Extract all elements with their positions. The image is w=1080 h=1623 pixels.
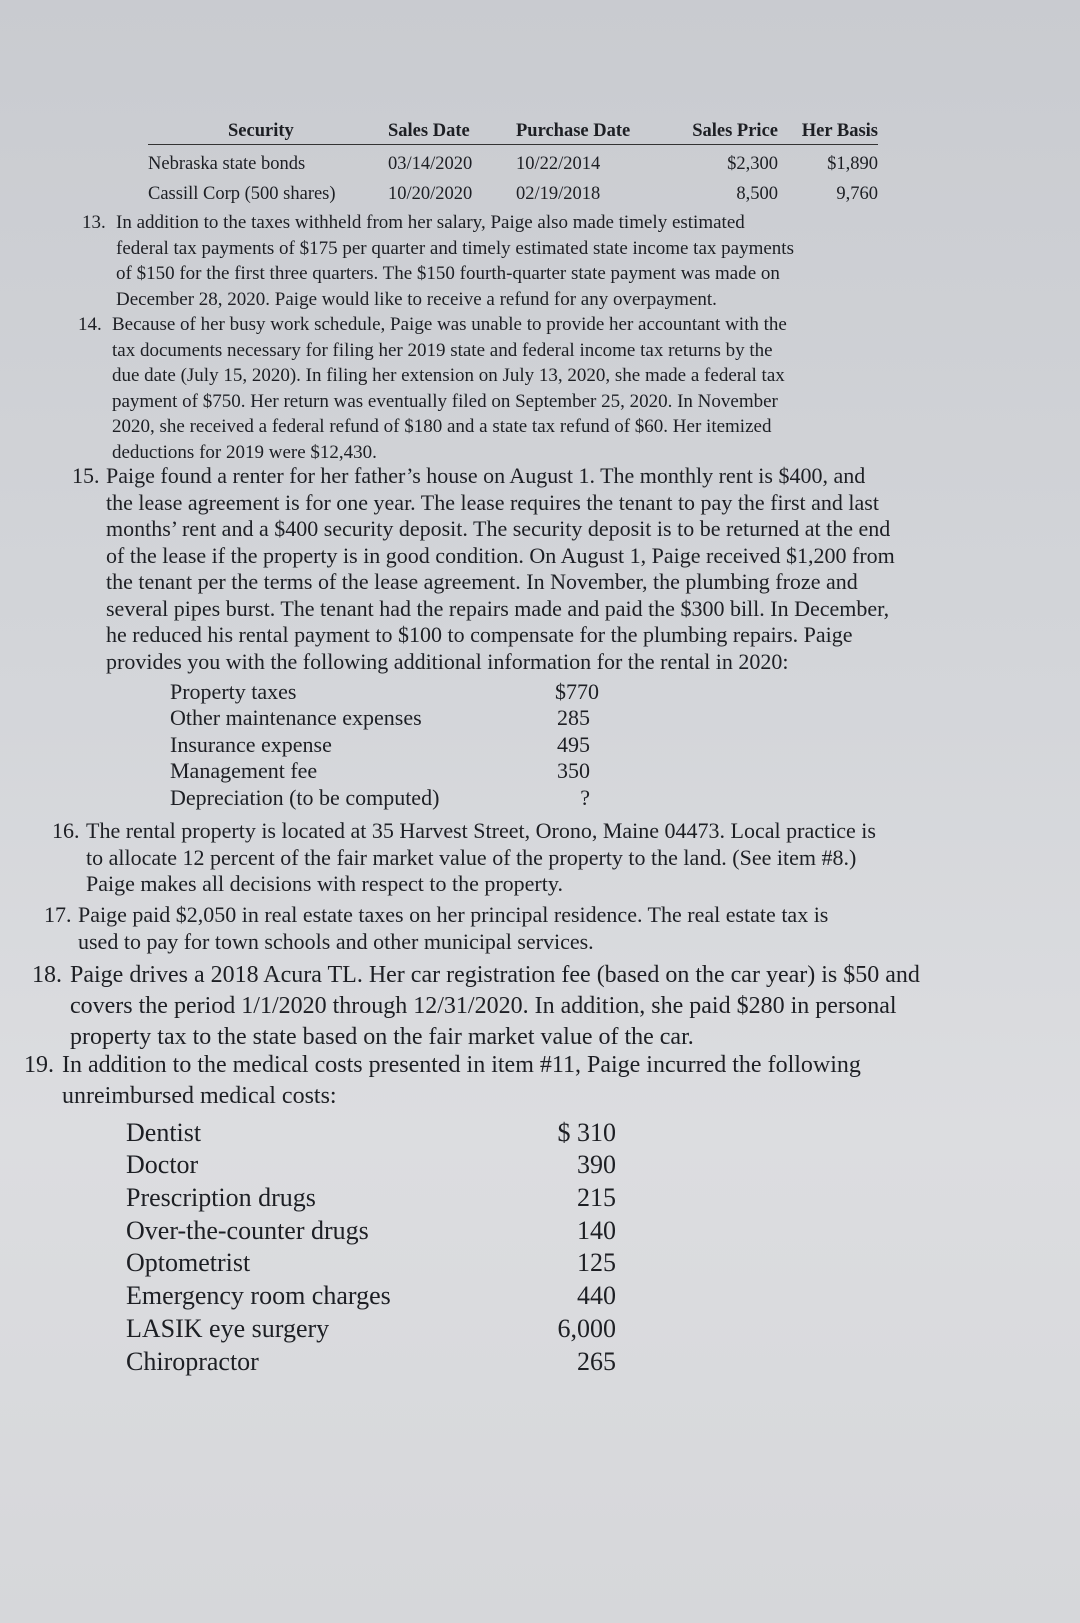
item-line: he reduced his rental payment to $100 to compensate for the plumbing repairs. Paige [106,622,853,647]
item-number: 17. [44,902,72,927]
item-line: to allocate 12 percent of the fair market value of the property to the land. (See item #8.) [86,844,857,870]
medical-cost-label: Prescription drugs [126,1183,316,1213]
item-line: provides you with the following additional information for the rental in 2020: [106,648,789,674]
item-line: unreimbursed medical costs: [62,1083,337,1109]
list-item [170,678,599,705]
item-line: the lease agreement is for one year. The lease requires the tenant to pay the first and last [106,489,879,515]
item-line: 2020, she received a federal refund of $180 and a state tax refund of $60. Her itemized [112,416,772,437]
expense-amount: 495 [557,731,590,757]
header-purchase-date: Purchase Date [516,121,631,141]
item-line: the tenant per the terms of the lease agreement. In November, the plumbing froze and [106,569,858,594]
item-18 [32,960,1070,1053]
item-number: 16. [52,818,80,843]
item-line: In addition to the medical costs presented in item #11, Paige incurred the following [62,1052,861,1078]
item-line: months’ rent and a $400 security deposit. The security deposit is to be returned at the end [106,516,891,541]
expense-label: Management fee [170,758,318,783]
item-line: of $150 for the first three quarters. The $150 fourth-quarter state payment was made on [116,263,780,284]
securities-table [148,112,878,205]
table-cell: 03/14/2020 [388,154,473,174]
header-sales-price: Sales Price [692,121,778,141]
medical-cost-label: LASIK eye surgery [126,1313,330,1343]
item-number: 15. [72,463,100,488]
expense-amount: ? [580,784,590,810]
table-cell: $2,300 [727,154,778,174]
table-cell: 8,500 [736,184,778,204]
expense-label: Depreciation (to be computed) [170,784,440,810]
list-item [170,731,590,758]
medical-cost-amount: 215 [577,1183,616,1213]
item-line: Because of her busy work schedule, Paige was unable to provide her accountant with the [112,314,787,335]
item-line: used to pay for town schools and other municipal services. [78,928,594,954]
medical-cost-label: Chiropractor [126,1346,259,1376]
expense-label: Insurance expense [170,731,332,757]
medical-cost-amount: 265 [577,1346,616,1376]
item-15 [72,463,1006,675]
expense-label: Other maintenance expenses [170,705,422,730]
item-line: federal tax payments of $175 per quarter and timely estimated state income tax payments [116,237,794,259]
table-row [148,175,878,205]
item-19 [24,1050,1062,1112]
expense-amount: 285 [557,705,590,730]
item-number: 19. [24,1052,54,1078]
item-line: deductions for 2019 were $12,430. [112,441,377,463]
header-her-basis: Her Basis [801,121,878,141]
expense-amount: 350 [557,758,590,783]
item-line: The rental property is located at 35 Harvest Street, Orono, Maine 04473. Local practice is [86,818,876,843]
item-line: Paige found a renter for her father’s house on August 1. The monthly rent is $400, and [106,463,866,488]
item-14 [78,312,982,465]
list-item [126,1148,616,1181]
item-line: due date (July 15, 2020). In filing her extension on July 13, 2020, she made a federal tax [112,365,785,386]
header-sales-date: Sales Date [388,121,470,141]
list-item [126,1344,616,1377]
list-item [126,1311,616,1344]
list-item [170,705,590,732]
item-16 [52,818,1026,898]
table-cell: 9,760 [836,184,878,204]
item-line: several pipes burst. The tenant had the repairs made and paid the $300 bill. In December, [106,595,890,621]
medical-cost-amount: 390 [577,1150,616,1180]
header-security: Security [228,121,294,141]
rental-expenses-list [170,678,599,811]
list-item [126,1278,616,1311]
item-line: In addition to the taxes withheld from her salary, Paige also made timely estimated [116,212,745,233]
item-line: December 28, 2020. Paige would like to receive a refund for any overpayment. [116,288,717,310]
item-number: 14. [78,314,102,335]
list-item [170,758,590,785]
medical-cost-label: Over-the-counter drugs [126,1215,369,1245]
expense-amount: $770 [555,678,599,704]
item-13 [82,210,976,312]
list-item [126,1213,616,1246]
list-item [126,1246,616,1279]
medical-cost-amount: $ 310 [557,1117,616,1147]
table-cell: Nebraska state bonds [148,154,306,174]
list-item [170,784,590,811]
medical-cost-amount: 440 [577,1281,616,1311]
item-line: Paige drives a 2018 Acura TL. Her car registration fee (based on the car year) is $50 and [70,962,920,988]
medical-costs-list [126,1115,616,1377]
list-item [126,1180,616,1213]
expense-label: Property taxes [170,678,297,704]
item-line: covers the period 1/1/2020 through 12/31/2020. In addition, she paid $280 in personal [70,993,897,1019]
securities-table-header [148,112,878,145]
table-row [148,145,878,175]
medical-cost-amount: 6,000 [557,1313,616,1343]
item-17 [44,902,1018,955]
list-item [126,1115,616,1148]
table-cell: $1,890 [827,154,878,174]
item-number: 13. [82,212,106,233]
item-number: 18. [32,962,62,988]
item-line: property tax to the state based on the fair market value of the car. [70,1024,694,1050]
medical-cost-label: Dentist [126,1117,202,1147]
table-cell: 02/19/2018 [516,184,601,204]
table-cell: Cassill Corp (500 shares) [148,184,336,204]
item-line: tax documents necessary for filing her 2019 state and federal income tax returns by the [112,339,773,361]
table-cell: 10/22/2014 [516,154,601,174]
item-line: Paige paid $2,050 in real estate taxes on her principal residence. The real estate tax is [78,902,829,927]
medical-cost-amount: 125 [577,1248,616,1278]
item-line: Paige makes all decisions with respect to the property. [86,871,563,896]
item-line: of the lease if the property is in good condition. On August 1, Paige received $1,200 from [106,542,895,568]
medical-cost-label: Doctor [126,1150,199,1180]
medical-cost-amount: 140 [577,1215,616,1245]
medical-cost-label: Emergency room charges [126,1281,391,1311]
table-cell: 10/20/2020 [388,184,473,204]
item-line: payment of $750. Her return was eventually filed on September 25, 2020. In November [112,390,778,412]
medical-cost-label: Optometrist [126,1248,251,1278]
